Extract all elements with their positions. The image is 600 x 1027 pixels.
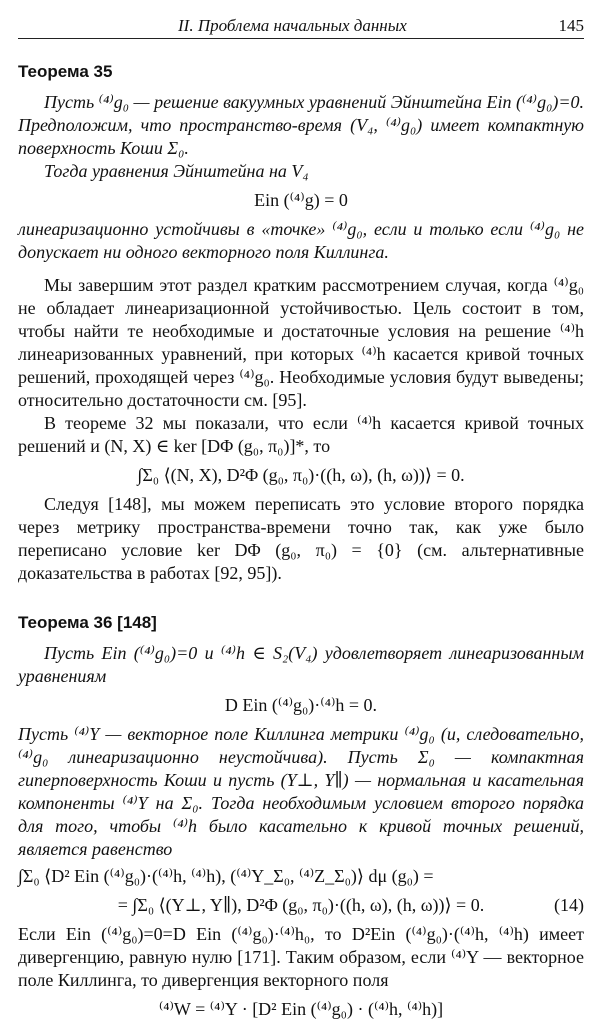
page-number: 145 (558, 16, 584, 35)
theorem-36-hypothesis: Пусть Ein (⁽⁴⁾g₀)=0 и ⁽⁴⁾h ∈ S₂(V₄) удовлетворяет линеаризованным уравнениям (18, 643, 584, 686)
equation-14-line-2: = ∫Σ₀ ⟨(Y⊥, Y∥), D²Φ (g₀, π₀)·((h, ω), (h, ω))⟩ = 0. (117, 895, 485, 915)
equation-einstein: Ein (⁽⁴⁾g) = 0 (254, 190, 348, 210)
discussion-paragraph-2: В теореме 32 мы показали, что если ⁽⁴⁾h касается кривой точных решений и (N, X) ∈ ker [DΦ (g₀, π₀)]*, то (18, 413, 584, 456)
equation-number-14: (14) (554, 895, 584, 915)
page-header (18, 14, 584, 39)
discussion-paragraph-1: Мы завершим этот раздел кратким рассмотрением случая, когда ⁽⁴⁾g₀ не обладает линеаризационной устойчивостью. Цель состоит в том, чтобы найти те необходимые и достаточные условия на решение ⁽⁴⁾h линеаризованных уравнений, при которых ⁽⁴⁾h касается кривой точных решений, проходящей через ⁽⁴⁾g₀. Необходимые условия будут выведены; относительно достаточности см. [95]. (18, 275, 584, 410)
equation-14-line-2-row (18, 894, 584, 917)
theorem-35-heading: Теорема 35 (18, 62, 113, 81)
equation-14-line-1: ∫Σ₀ ⟨D² Ein (⁽⁴⁾g₀)·(⁽⁴⁾h, ⁽⁴⁾h), (⁽⁴⁾Y_Σ₀, ⁽⁴⁾Z_Σ₀)⟩ dμ (g₀) = (18, 866, 434, 886)
equation-linearized: D Ein (⁽⁴⁾g₀)·⁽⁴⁾h = 0. (224, 695, 378, 715)
theorem-36-heading: Теорема 36 [148] (18, 613, 157, 632)
theorem-35-statement: Пусть ⁽⁴⁾g₀ — решение вакуумных уравнений Эйнштейна Ein (⁽⁴⁾g₀)=0. Предположим, что пространство-время (V₄, ⁽⁴⁾g₀) имеет компактную поверхность Коши Σ₀. (18, 92, 584, 158)
equation-vector-field-w: ⁽⁴⁾W = ⁽⁴⁾Y · [D² Ein (⁽⁴⁾g₀) · (⁽⁴⁾h, ⁽⁴⁾h)] (158, 999, 444, 1019)
equation-second-order: ∫Σ₀ ⟨(N, X), D²Φ (g₀, π₀)·((h, ω), (h, ω))⟩ = 0. (137, 465, 465, 485)
running-title: II. Проблема начальных данных (178, 16, 407, 35)
theorem-35-conclusion-intro: Тогда уравнения Эйнштейна на V₄ (44, 161, 309, 181)
theorem-35-conclusion: линеаризационно устойчивы в «точке» ⁽⁴⁾g₀, если и только если ⁽⁴⁾g₀ не допускает ни одного векторного поля Киллинга. (18, 219, 584, 262)
closing-paragraph: Если Ein (⁽⁴⁾g₀)=0=D Ein (⁽⁴⁾g₀)·⁽⁴⁾h₀, то D²Ein (⁽⁴⁾g₀)·(⁽⁴⁾h, ⁽⁴⁾h) имеет дивергенцию, равную нулю [171]. Таким образом, если ⁽⁴⁾Y — векторное поле Киллинга, то дивергенция векторного поля (18, 924, 584, 990)
page-body (18, 54, 584, 1027)
discussion-paragraph-3: Следуя [148], мы можем переписать это условие второго порядка через метрику пространства-времени точно так, как уже было переписано условие ker DΦ (g₀, π₀) = {0} (см. альтернативные доказательства в работах [92, 95]). (18, 494, 584, 583)
theorem-36-statement: Пусть ⁽⁴⁾Y — векторное поле Киллинга метрики ⁽⁴⁾g₀ (и, следовательно, ⁽⁴⁾g₀ линеаризационно неустойчива). Пусть Σ₀ — компактная гиперповерхность Коши и пусть (Y⊥, Y∥) — нормальная и касательная компоненты ⁽⁴⁾Y на Σ₀. Тогда необходимым условием второго порядка для того, чтобы ⁽⁴⁾h было касательно к кривой точных решений, является равенство (18, 724, 584, 859)
